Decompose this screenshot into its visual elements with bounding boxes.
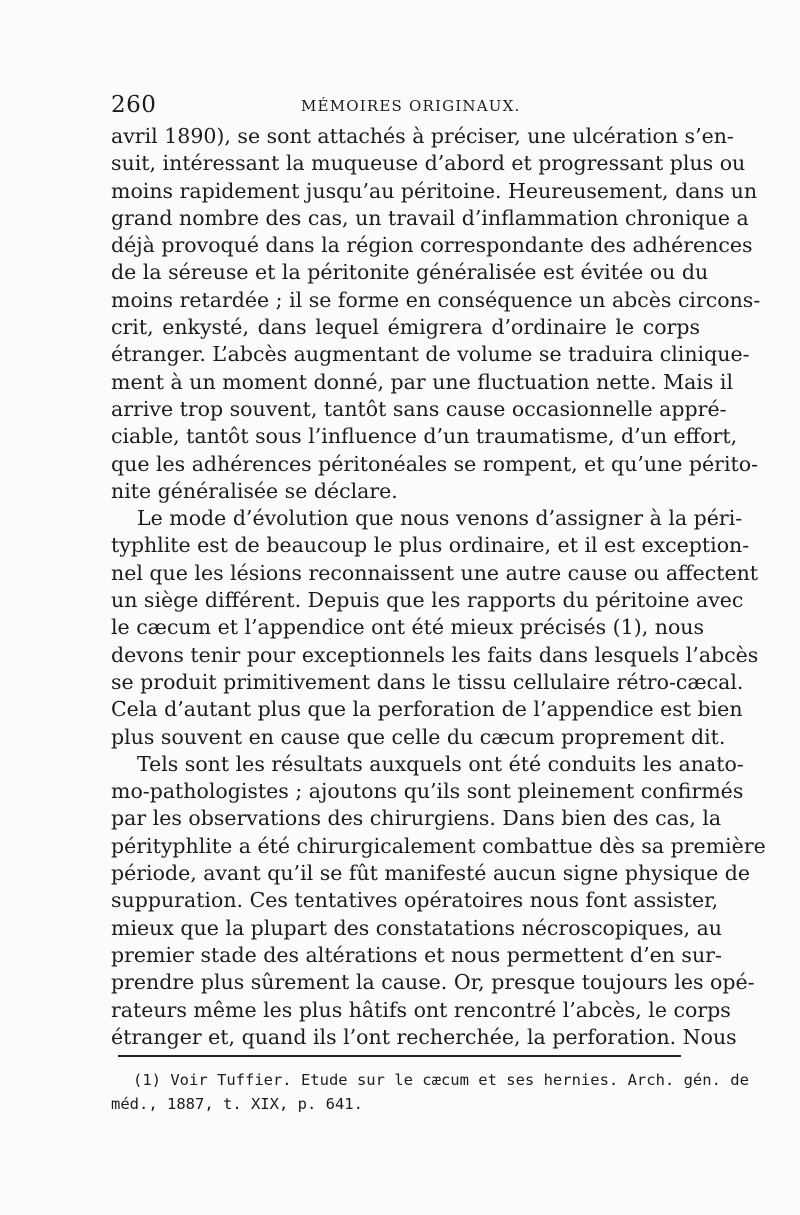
text-line: plus souvent en cause que celle du cæcum proprement dit. — [111, 724, 726, 749]
text-line: suit, intéressant la muqueuse d’abord et progressant plus ou — [111, 151, 746, 176]
text-line: que les adhérences péritonéales se rompent, et qu’une périto- — [111, 451, 759, 476]
text-line: ment à un moment donné, par une fluctuation nette. Mais il — [111, 369, 734, 394]
text-line: avril 1890), se sont attachés à préciser, une ulcération s’en- — [111, 124, 734, 148]
text-line: grand nombre des cas, un travail d’inflammation chronique a — [111, 205, 749, 230]
text-line: rateurs même les plus hâtifs ont rencontré l’abcès, le corps — [111, 997, 731, 1022]
text-line: mieux que la plupart des constatations nécroscopiques, au — [111, 915, 723, 940]
page-number: 260 — [111, 92, 157, 118]
running-title: MÉMOIRES ORIGINAUX. — [301, 97, 521, 115]
paragraph-start-line: Tels sont les résultats auxquels ont été conduits les anato- — [137, 751, 744, 776]
text-line: nite généralisée se déclare. — [111, 478, 398, 503]
text-line: par les observations des chirurgiens. Dans bien des cas, la — [111, 806, 722, 831]
text-line: de la séreuse et la péritonite généralisée est évitée ou du — [111, 260, 709, 285]
text-line: un siège différent. Depuis que les rapports du péritoine avec — [111, 588, 744, 613]
text-line: nel que les lésions reconnaissent une autre cause ou affectent — [111, 560, 759, 585]
text-line: moins retardée ; il se forme en conséquence un abcès circons- — [111, 287, 761, 312]
text-line: étranger et, quand ils l’ont recherchée, la perforation. Nous — [111, 1024, 737, 1049]
text-line: prendre plus sûrement la cause. Or, presque toujours les opé- — [111, 970, 755, 995]
paragraph-start-line: Le mode d’évolution que nous venons d’assigner à la péri- — [137, 506, 743, 531]
text-line: devons tenir pour exceptionnels les faits dans lesquels l’abcès — [111, 642, 759, 667]
page-header — [111, 92, 700, 122]
text-line: ciable, tantôt sous l’influence d’un traumatisme, d’un effort, — [111, 424, 738, 449]
text-line: premier stade des altérations et nous permettent d’en sur- — [111, 942, 722, 967]
footnote — [111, 1068, 749, 1116]
text-line: mo-pathologistes ; ajoutons qu’ils sont pleinement confirmés — [111, 779, 744, 804]
footnote-line: (1) Voir Tuffier. Etude sur le cæcum et ses hernies. Arch. gén. de — [133, 1071, 749, 1089]
text-line: période, avant qu’il se fût manifesté aucun signe physique de — [111, 861, 751, 886]
footnote-rule — [118, 1055, 681, 1057]
text-line: arrive trop souvent, tantôt sans cause occasionnelle appré- — [111, 396, 727, 421]
text-line: se produit primitivement dans le tissu cellulaire rétro-cæcal. — [111, 669, 744, 694]
text-line: moins rapidement jusqu’au péritoine. Heureusement, dans un — [111, 178, 758, 203]
text-line: pérityphlite a été chirurgicalement combattue dès sa première — [111, 833, 766, 858]
text-line: crit, enkysté, dans lequel émigrera d’ordinaire le corps — [111, 315, 700, 340]
text-line: le cæcum et l’appendice ont été mieux précisés (1), nous — [111, 615, 705, 640]
text-line: Cela d’autant plus que la perforation de l’appendice est bien — [111, 697, 743, 722]
footnote-line: méd., 1887, t. XIX, p. 641. — [111, 1095, 363, 1113]
text-line: déjà provoqué dans la région correspondante des adhérences — [111, 233, 753, 258]
text-line: étranger. L’abcès augmentant de volume se traduira clinique- — [111, 342, 750, 367]
text-line: suppuration. Ces tentatives opératoires nous font assister, — [111, 888, 719, 913]
text-line: typhlite est de beaucoup le plus ordinaire, et il est exception- — [111, 533, 750, 558]
body-text — [111, 123, 766, 1051]
